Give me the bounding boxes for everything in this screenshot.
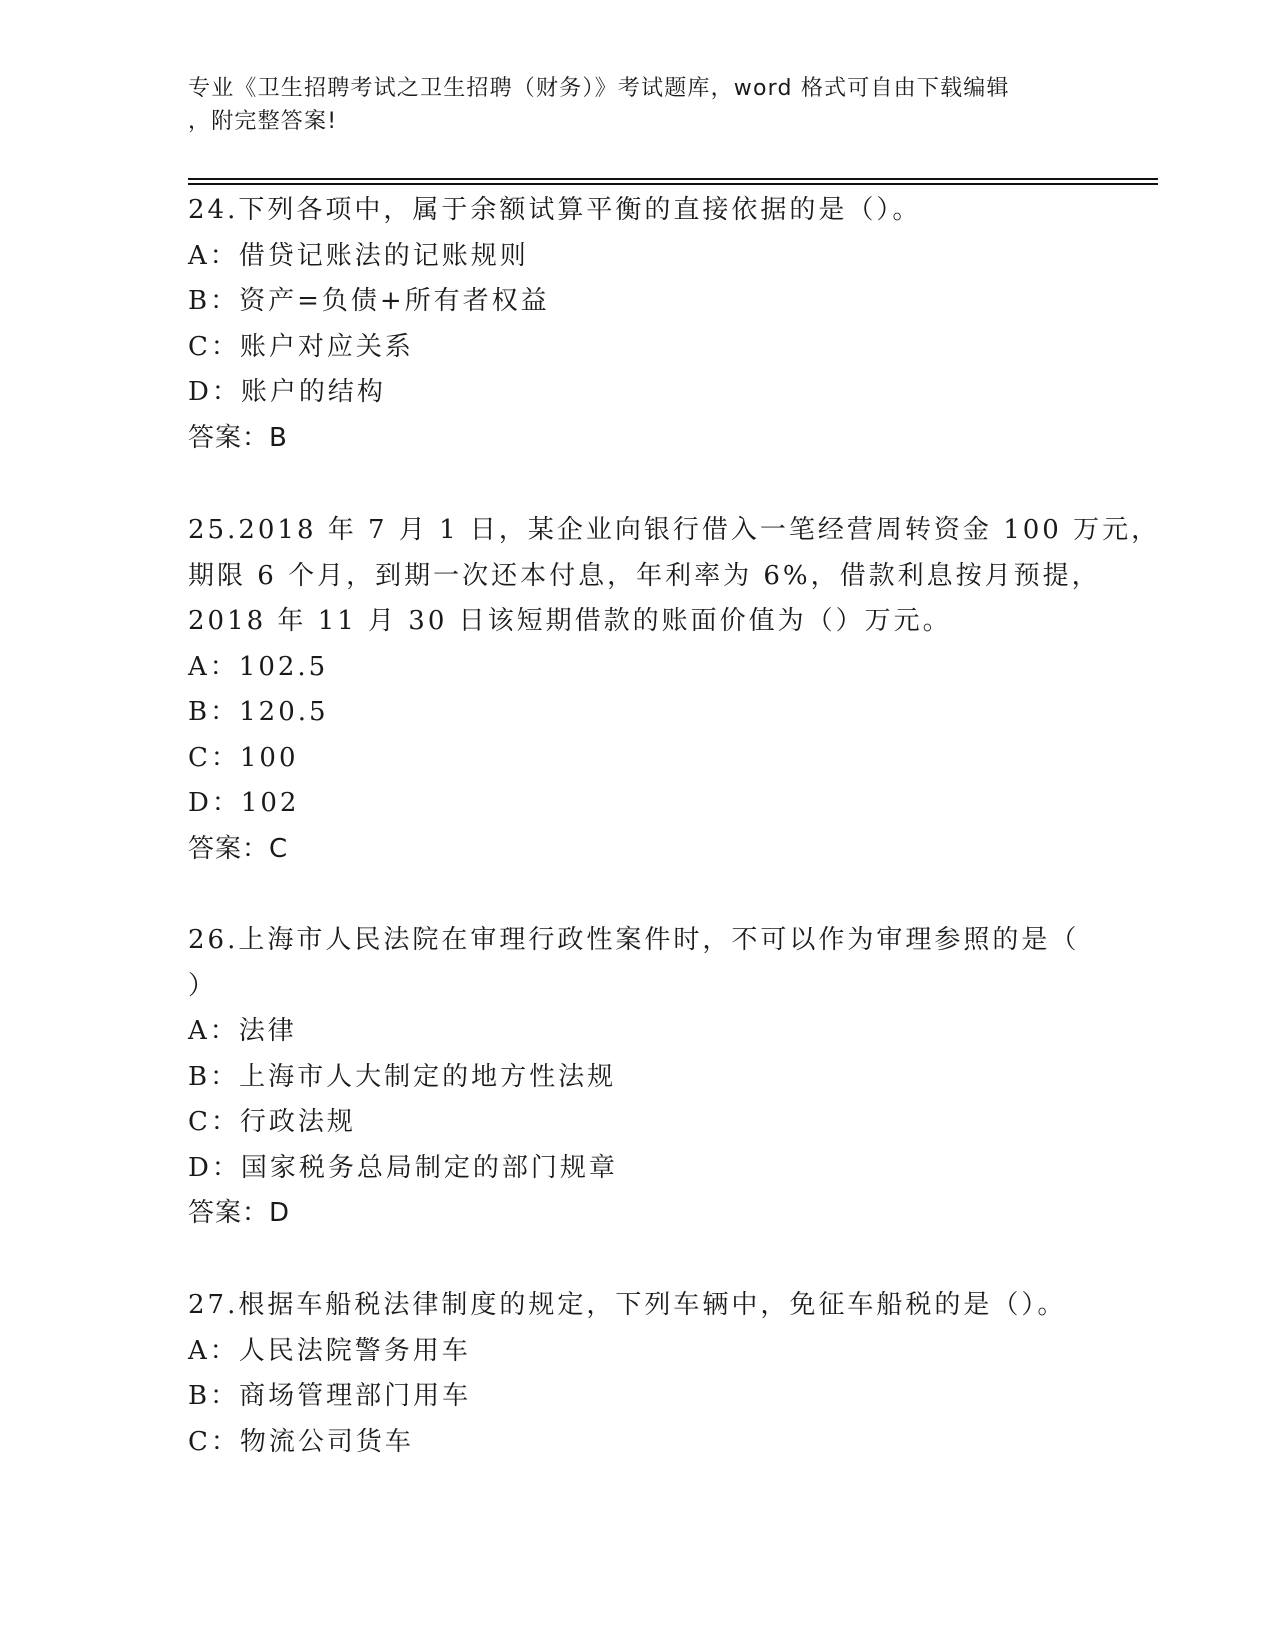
option-c: C：100 bbox=[188, 742, 299, 773]
question-26 bbox=[188, 918, 1078, 1237]
question-27 bbox=[188, 1283, 1078, 1465]
question-stem: 27.根据车船税法律制度的规定，下列车辆中，免征车船税的是（）。 bbox=[188, 1290, 1067, 1320]
option-c: C：物流公司货车 bbox=[188, 1426, 414, 1457]
answer-line: 答案：D bbox=[188, 1198, 291, 1228]
question-stem-line-2: 期限 6 个月，到期一次还本付息，年利率为 6%，借款利息按月预提， bbox=[188, 560, 1101, 591]
option-d: D：国家税务总局制定的部门规章 bbox=[188, 1152, 618, 1183]
option-c: C：账户对应关系 bbox=[188, 331, 414, 362]
option-d: D：102 bbox=[188, 788, 300, 818]
option-b: B：上海市人大制定的地方性法规 bbox=[188, 1061, 617, 1092]
answer-line: 答案：B bbox=[188, 422, 288, 453]
option-a: A：人民法院警务用车 bbox=[188, 1335, 471, 1366]
header-note-line-2: ，附完整答案! bbox=[188, 109, 338, 134]
option-b: B：120.5 bbox=[188, 697, 329, 727]
question-24 bbox=[188, 188, 1078, 461]
question-25 bbox=[188, 508, 1161, 872]
header-note-line-1: 专业《卫生招聘考试之卫生招聘（财务）》考试题库，word 格式可自由下载编辑 bbox=[188, 76, 1010, 101]
option-d: D：账户的结构 bbox=[188, 377, 386, 407]
question-stem: 24.下列各项中，属于余额试算平衡的直接依据的是（）。 bbox=[188, 195, 922, 225]
question-stem-line-3: 2018 年 11 月 30 日该短期借款的账面价值为（）万元。 bbox=[188, 606, 952, 636]
answer-line: 答案：C bbox=[188, 833, 289, 864]
option-a: A：法律 bbox=[188, 1016, 297, 1046]
question-stem-line-2: ） bbox=[188, 970, 218, 1001]
option-b: B：资产=负债+所有者权益 bbox=[188, 286, 550, 316]
document-header-note bbox=[188, 72, 1078, 138]
option-a: A：102.5 bbox=[188, 651, 329, 682]
question-stem-line-1: 26.上海市人民法院在审理行政性案件时，不可以作为审理参照的是（ bbox=[188, 925, 1080, 955]
option-b: B：商场管理部门用车 bbox=[188, 1381, 472, 1411]
option-a: A：借贷记账法的记账规则 bbox=[188, 240, 529, 271]
header-divider-bottom bbox=[188, 183, 1158, 185]
question-stem-line-1: 25.2018 年 7 月 1 日，某企业向银行借入一笔经营周转资金 100 万元， bbox=[188, 515, 1161, 545]
option-c: C：行政法规 bbox=[188, 1107, 356, 1137]
header-divider-top bbox=[188, 178, 1158, 180]
